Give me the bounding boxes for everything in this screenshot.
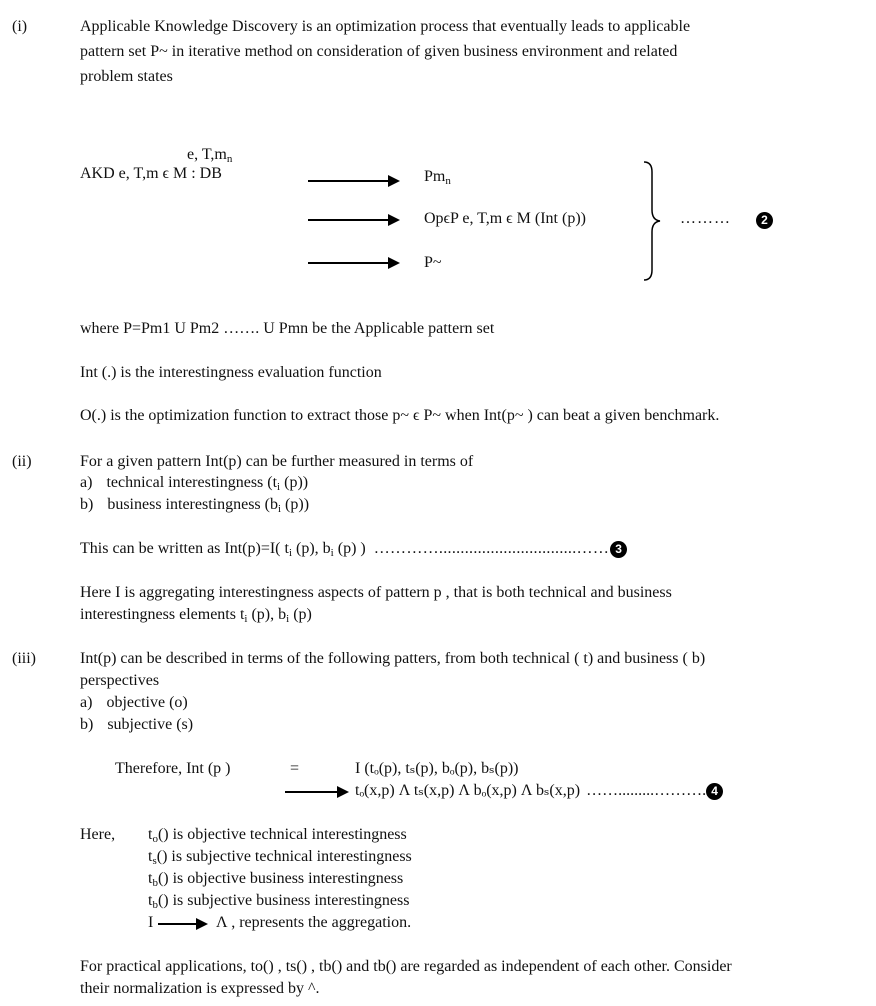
- equation-3-mid: (p), b: [292, 540, 331, 557]
- formula-superscript-text: e, T,m: [187, 146, 227, 163]
- definition-symbol: t: [148, 826, 153, 843]
- formula-lhs: AKD e, T,m ϵ M : DB: [80, 165, 222, 182]
- section-label-i: (i): [12, 18, 28, 35]
- equation-4-rhs-2-text: tₒ(x,p) Λ tₛ(x,p) Λ bₒ(x,p) Λ bₛ(x,p): [355, 782, 581, 799]
- aggregation-lhs: I: [148, 914, 154, 931]
- definition-sub: o: [152, 833, 158, 845]
- list-item-tail: (p)): [280, 474, 309, 491]
- closing-line-2: their normalization is expressed by ^.: [80, 980, 320, 997]
- where-line: where P=Pm1 U Pm2 ……. U Pmn be the Applicable pattern set: [80, 320, 495, 337]
- equation-number-2: [756, 209, 773, 231]
- equation-3-pre: This can be written as Int(p)=I( t: [80, 540, 289, 557]
- equation-dots: ………: [680, 210, 731, 227]
- definition-text: () is subjective technical interestingness: [156, 848, 412, 865]
- formula-output-1-text: Pm: [424, 168, 446, 185]
- equation-number-4: 4: [706, 783, 723, 800]
- definition-symbol: t: [148, 848, 153, 865]
- formula-output-1: [424, 166, 451, 188]
- section-i-intro-line-3: problem states: [80, 68, 173, 85]
- section-i-intro-line-1: Applicable Knowledge Discovery is an optimization process that eventually leads to applicable: [80, 18, 691, 35]
- list-item-a: [80, 692, 188, 714]
- list-item-sub: i: [277, 503, 282, 515]
- arrow-right-icon: [158, 923, 198, 925]
- definition-item: [148, 890, 409, 912]
- list-marker: a): [80, 694, 93, 711]
- equation-4-rhs-2: [355, 780, 723, 802]
- list-item-text: business interestingness (b: [107, 496, 278, 513]
- here-label: Here,: [80, 826, 116, 843]
- list-item-tail: (p)): [281, 496, 310, 513]
- arrow-right-icon: [308, 219, 390, 221]
- formula-output-2: OpϵP e, T,m ϵ M (Int (p)): [424, 210, 586, 227]
- definition-item: [148, 846, 412, 868]
- arrow-right-icon: [308, 180, 390, 182]
- list-item-b: [80, 494, 309, 516]
- list-item-a: [80, 472, 308, 494]
- definition-text: () is objective business interestingness: [157, 870, 404, 887]
- arrow-right-icon: [285, 791, 339, 793]
- list-item-text: technical interestingness (t: [106, 474, 278, 491]
- equation-3-sub: i: [330, 547, 334, 559]
- section-label-ii: (ii): [12, 453, 32, 470]
- list-item-text: objective (o): [106, 694, 188, 711]
- definition-symbol: t: [148, 892, 153, 909]
- equation-dots: …………................................……: [373, 540, 610, 557]
- note-sub: i: [244, 613, 248, 625]
- list-item-sub: i: [277, 481, 281, 493]
- therefore-label: Therefore, Int (p ): [115, 760, 231, 777]
- list-marker: a): [80, 474, 93, 491]
- note-mid: (p), b: [247, 606, 287, 623]
- list-marker: b): [80, 496, 94, 513]
- definition-sub: b: [152, 899, 158, 911]
- list-item-b: [80, 714, 193, 736]
- equation-3-post: (p) ): [333, 540, 366, 557]
- formula-superscript-sub: n: [226, 153, 233, 165]
- formula-output-1-sub: n: [445, 175, 451, 187]
- definition-item: [148, 868, 403, 890]
- note-post: (p): [289, 606, 312, 623]
- list-item-text: subjective (s): [107, 716, 194, 733]
- formula-output-3: P~: [424, 254, 442, 271]
- section-ii-note-line-2: [80, 604, 312, 626]
- definition-sub: b: [152, 877, 158, 889]
- section-ii-intro: For a given pattern Int(p) can be further measured in terms of: [80, 453, 474, 470]
- equals-sign: =: [290, 760, 300, 777]
- equation-dots: …….........……….: [586, 782, 707, 799]
- equation-3-sub: i: [288, 547, 293, 559]
- section-iii-intro-line-2: perspectives: [80, 672, 160, 689]
- section-label-iii: (iii): [12, 650, 36, 667]
- equation-number-3: 3: [610, 541, 627, 558]
- section-iii-intro-line-1: Int(p) can be described in terms of the following patters, from both technical ( t) and business ( b): [80, 650, 706, 667]
- section-i-intro-line-2: pattern set P~ in iterative method on consideration of given business environment and related: [80, 43, 678, 60]
- equation-4-rhs-1: I (tₒ(p), tₛ(p), bₒ(p), bₛ(p)): [355, 760, 519, 777]
- closing-line-1: For practical applications, to() , ts() , tb() and tb() are regarded as independent of each other. Consider: [80, 958, 732, 975]
- definition-symbol: t: [148, 870, 153, 887]
- note-sub: i: [286, 613, 290, 625]
- definition-item: [148, 824, 407, 846]
- aggregation-rhs: Λ , represents the aggregation.: [216, 914, 412, 931]
- definition-text: () is objective technical interestingness: [157, 826, 407, 843]
- equation-number-badge: 2: [756, 212, 773, 229]
- section-ii-note-line-1: Here I is aggregating interestingness aspects of pattern p , that is both technical and business: [80, 584, 672, 601]
- int-definition-line: Int (.) is the interestingness evaluation function: [80, 364, 382, 381]
- right-brace-icon: [640, 160, 664, 282]
- list-marker: b): [80, 716, 94, 733]
- arrow-right-icon: [308, 262, 390, 264]
- definition-sub: s: [152, 855, 157, 867]
- definition-text: () is subjective business interestingness: [157, 892, 410, 909]
- equation-3-line: [80, 538, 627, 560]
- optimization-definition-line: O(.) is the optimization function to extract those p~ ϵ P~ when Int(p~ ) can beat a given benchmark.: [80, 407, 720, 424]
- note-pre: interestingness elements t: [80, 606, 245, 623]
